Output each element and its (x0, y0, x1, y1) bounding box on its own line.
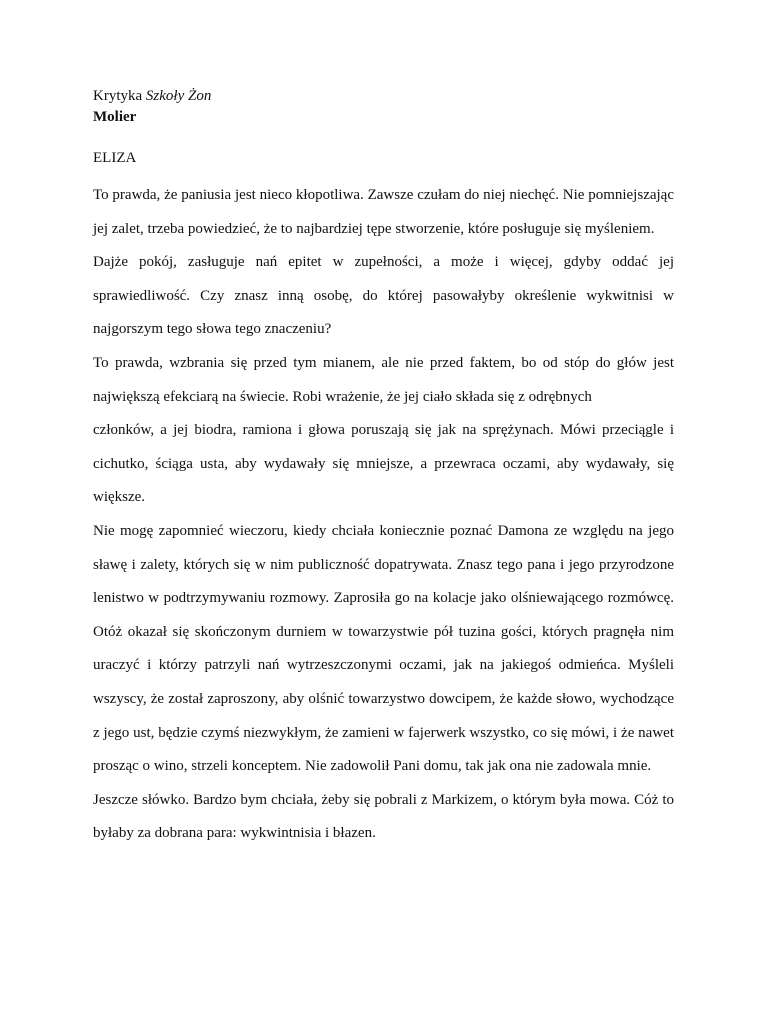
document-author: Molier (93, 109, 137, 125)
paragraph: To prawda, wzbrania się przed tym mianem, ale nie przed faktem, bo od stóp do głów jest największą efekciarą na świecie. Robi wrażenie, że jej ciało składa się z odrębnych (93, 354, 674, 405)
paragraph: Jeszcze słówko. Bardzo bym chciała, żeby się pobrali z Markizem, o którym była mowa. Cóż to byłaby za dobrana para: wykwintnisia i błazen. (93, 791, 674, 842)
body-text (93, 179, 674, 851)
paragraph: Dajże pokój, zasługuje nań epitet w zupełności, a może i więcej, gdyby oddać jej sprawiedliwość. Czy znasz inną osobę, do której pasowałyby określenie wykwitnisi w najgorszym tego słowa tego znaczeniu? (93, 254, 674, 338)
title-prefix: Krytyka (93, 88, 146, 104)
paragraph: To prawda, że paniusia jest nieco kłopotliwa. Zawsze czułam do niej niechęć. Nie pomniejszając jej zalet, trzeba powiedzieć, że to najbardziej tępe stworzenie, które posługuje się myśleniem. (93, 187, 674, 237)
title-italic: Szkoły Żon (145, 88, 212, 104)
paragraph: członków, a jej biodra, ramiona i głowa poruszają się jak na sprężynach. Mówi przeciągle i cichutko, ściąga usta, aby wydawały się mniejsze, a przewraca oczami, aby wydawały, się większe. (93, 422, 674, 506)
paragraph: Nie mogę zapomnieć wieczoru, kiedy chciała koniecznie poznać Damona ze względu na jego sławę i zalety, których się w nim publiczność dopatrywata. Znasz tego pana i jego przyrodzone lenistwo w podtrzymywaniu rozmowy. Zaprosiła go na kolacje jako olśniewającego rozmówcę. Otóż okazał się skończonym durniem w towarzystwie pół tuzina gości, których pragnęła nim uraczyć i którzy patrzyli nań wytrzeszczonymi oczami, jak na jakiegoś odmieńca. Myśleli wszyscy, że został zaproszony, aby olśnić towarzystwo dowcipem, że każde słowo, wychodzące z jego ust, będzie czymś niezwykłym, że zamieni w fajerwerk wszystko, co się mówi, i że nawet prosząc o wino, strzeli konceptem. Nie zadowolił Pani domu, tak jak ona nie zadowala mnie. (93, 522, 674, 775)
document-title (93, 86, 674, 107)
document-content (93, 86, 674, 851)
speaker-name: ELIZA (93, 150, 137, 166)
